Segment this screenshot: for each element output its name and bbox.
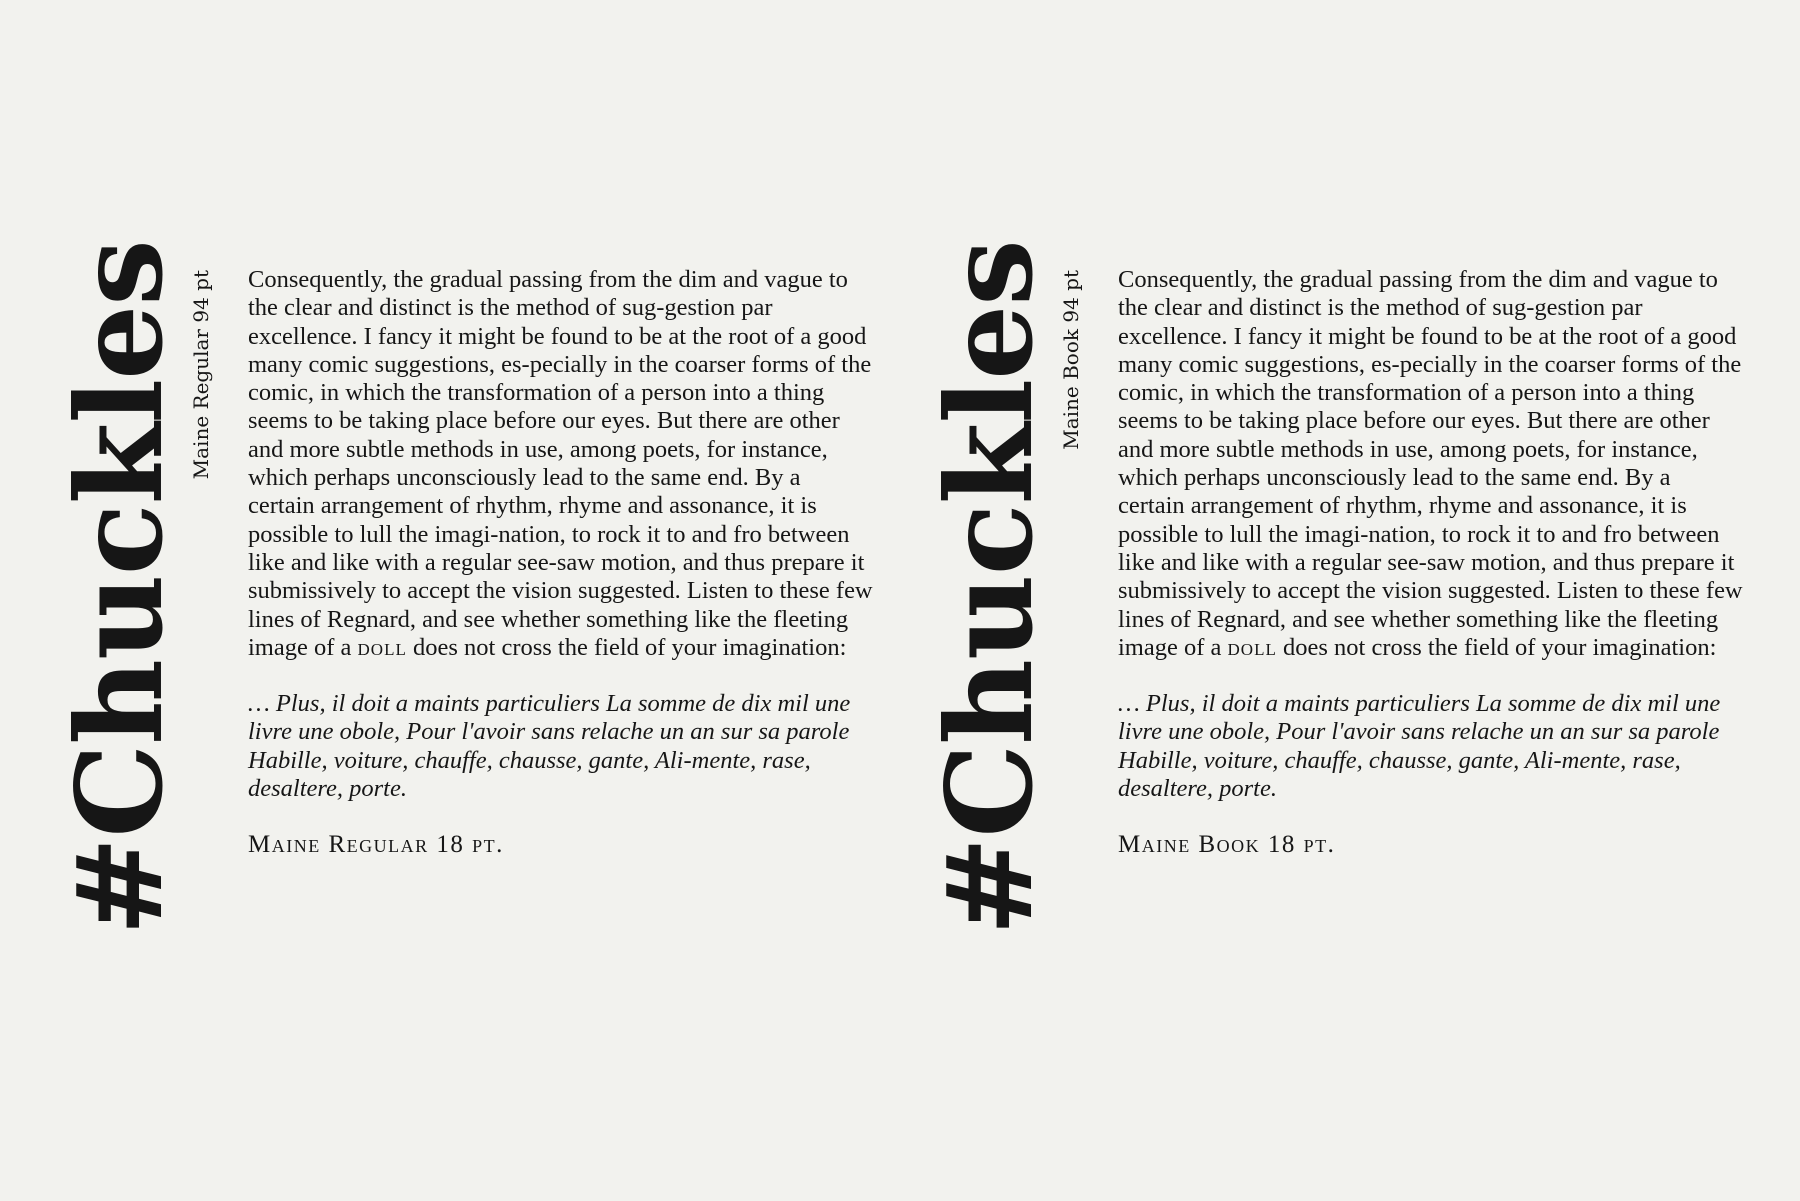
italic-quote-book: … Plus, il doit a maints particuliers La somme de dix mil une livre une obole, Pour l'avoir sans relache un an sur sa parole Habille, voiture, chauffe, chausse, gante, Ali-mente, rase, desaltere, porte. [1118, 690, 1721, 803]
paragraph-text-end: does not cross the field of your imagination: [1276, 633, 1717, 661]
body-paragraph-book [1118, 266, 1743, 662]
display-word-regular: #Chuckles [50, 240, 189, 936]
paragraph-text-end: does not cross the field of your imagination: [406, 633, 847, 661]
paragraph-text: Consequently, the gradual passing from the dim and vague to the clear and distinct is the method of sug-gestion par excellence. I fancy it might be found to be at the root of a good many comic suggestions, es-pecially in the coarser forms of the comic, in which the transformation of a person into a thing seems to be taking place before our eyes. But there are other and more subtle methods in use, among poets, for instance, which perhaps unconsciously lead to the same end. By a certain arrangement of rhythm, rhyme and assonance, it is possible to lull the imagi-nation, to rock it to and fro between like and like with a regular see-saw motion, and thus prepare it submissively to accept the vision suggested. Listen to these few lines of Regnard, and see whether something like the fleeting image of a [1118, 266, 1743, 661]
size-caption-regular: Maine Regular 94 pt [189, 270, 213, 480]
small-caps-word: doll [357, 633, 407, 661]
specimen-label-book: Maine Book 18 pt. [1118, 831, 1336, 859]
paragraph-text: Consequently, the gradual passing from the dim and vague to the clear and distinct is the method of sug-gestion par excellence. I fancy it might be found to be at the root of a good many comic suggestions, es-pecially in the coarser forms of the comic, in which the transformation of a person into a thing seems to be taking place before our eyes. But there are other and more subtle methods in use, among poets, for instance, which perhaps unconsciously lead to the same end. By a certain arrangement of rhythm, rhyme and assonance, it is possible to lull the imagi-nation, to rock it to and fro between like and like with a regular see-saw motion, and thus prepare it submissively to accept the vision suggested. Listen to these few lines of Regnard, and see whether something like the fleeting image of a [248, 266, 873, 661]
text-block-regular [248, 266, 873, 859]
size-caption-container-regular [186, 270, 216, 510]
specimen-label-regular: Maine Regular 18 pt. [248, 831, 504, 859]
italic-quote-regular: … Plus, il doit a maints particuliers La somme de dix mil une livre une obole, Pour l'avoir sans relache un an sur sa parole Habille, voiture, chauffe, chausse, gante, Ali-mente, rase, desaltere, porte. [248, 690, 851, 803]
body-paragraph-regular [248, 266, 873, 662]
size-caption-book: Maine Book 94 pt [1059, 270, 1083, 450]
small-caps-word: doll [1227, 633, 1277, 661]
size-caption-container-book [1056, 270, 1086, 480]
display-word-container-book [920, 240, 1059, 936]
display-word-book: #Chuckles [920, 240, 1059, 936]
display-word-container-regular [50, 240, 189, 936]
text-block-book [1118, 266, 1743, 859]
